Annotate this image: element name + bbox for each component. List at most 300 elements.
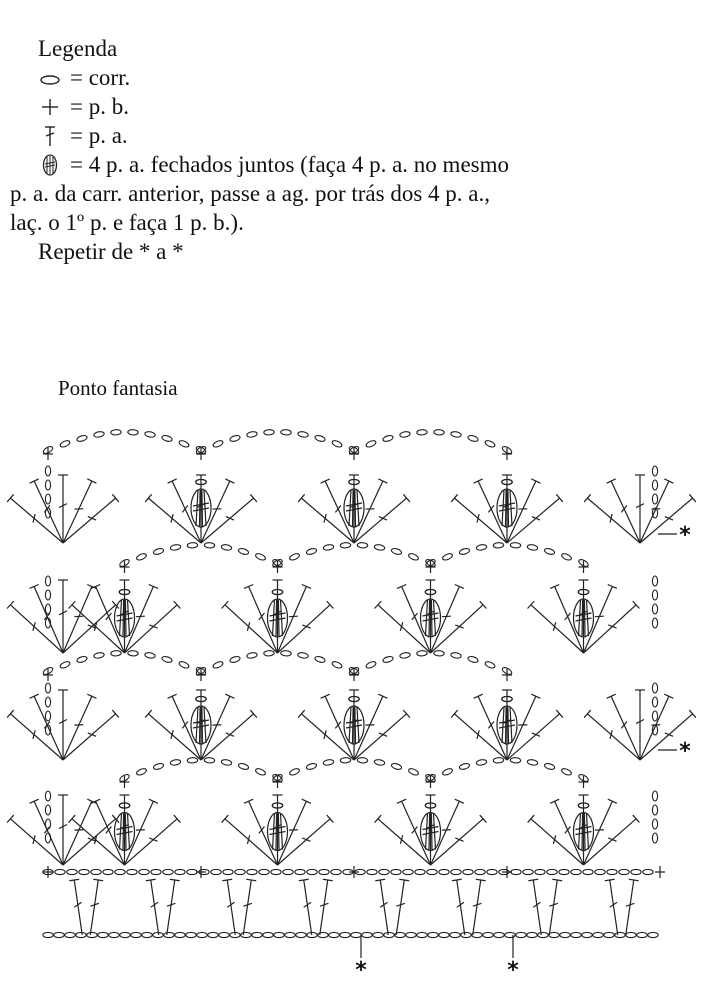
- chain-stitch: [128, 429, 139, 435]
- chain-stitch: [340, 757, 351, 763]
- chain-stitch: [652, 480, 657, 490]
- double-crochet: [605, 879, 618, 935]
- chain-stitch: [384, 932, 394, 937]
- chain-stitch: [151, 869, 161, 874]
- chain-stitch: [417, 932, 427, 937]
- chain-stitch: [274, 932, 284, 937]
- chain-stitch: [76, 655, 87, 663]
- chain-stitch: [494, 932, 504, 937]
- chain-stitch: [229, 434, 240, 442]
- chain-stitch: [187, 869, 197, 874]
- chain-stitch: [357, 542, 368, 548]
- chain-stitch: [442, 767, 454, 776]
- chain-stitch: [93, 431, 104, 438]
- chain-stitch: [652, 618, 657, 628]
- chain-stitch: [607, 869, 617, 874]
- chain-stitch: [314, 655, 325, 663]
- stitch-symbols: [7, 448, 696, 935]
- chain-stitch: [98, 932, 108, 937]
- chain-stitch: [161, 434, 172, 442]
- chain-stitch: [45, 791, 50, 801]
- chain-stitch: [259, 869, 269, 874]
- chain-stitch: [561, 552, 573, 561]
- chain-stitch: [476, 544, 487, 551]
- chain-stitch: [648, 932, 658, 937]
- chain-stitch: [67, 869, 77, 874]
- double-crochet: [320, 879, 333, 935]
- chain-stitch: [365, 660, 377, 669]
- double-crochet-icon: [38, 124, 62, 148]
- chain-stitch: [323, 544, 334, 551]
- double-crochet: [244, 585, 277, 653]
- chain-stitch: [281, 650, 292, 656]
- chain-stitch: [652, 604, 657, 614]
- chain-stitch: [652, 819, 657, 829]
- chain-stitch: [45, 711, 50, 721]
- chain-stitch: [652, 683, 657, 693]
- chain-stitch: [340, 542, 351, 548]
- double-crochet: [201, 479, 234, 543]
- chain-stitch: [357, 757, 368, 763]
- chain-stitch: [204, 542, 215, 548]
- double-crochet: [63, 799, 96, 865]
- chain-stitch: [120, 932, 130, 937]
- chain-stitch: [544, 547, 555, 555]
- chain-stitch: [450, 431, 461, 438]
- double-crochet: [375, 879, 388, 935]
- double-crochet: [584, 494, 640, 543]
- chain-stitch: [459, 547, 470, 555]
- double-crochet: [58, 795, 68, 865]
- chain-stitch: [128, 650, 139, 656]
- chain-stitch: [463, 869, 473, 874]
- chain-stitch: [391, 869, 401, 874]
- chain-stitch: [510, 757, 521, 763]
- double-crochet: [550, 799, 583, 865]
- double-crochet: [299, 879, 312, 935]
- double-crochet: [91, 799, 124, 865]
- chain-stitch: [219, 932, 229, 937]
- legend-item-single-crochet: [38, 92, 678, 121]
- chain-stitch: [417, 429, 428, 435]
- chain-stitch: [527, 759, 538, 766]
- chain-stitch: [289, 552, 301, 561]
- chain-stitch: [484, 439, 496, 448]
- chain-stitch: [442, 552, 454, 561]
- chain-stitch: [109, 932, 119, 937]
- double-crochet: [550, 585, 583, 653]
- chain-stitch: [283, 869, 293, 874]
- chain-stitch: [331, 869, 341, 874]
- chain-stitch: [571, 869, 581, 874]
- chain-stitch: [476, 759, 487, 766]
- chain-stitch: [197, 932, 207, 937]
- chain-stitch: [136, 552, 148, 561]
- chain-stitch: [516, 932, 526, 937]
- chain-stitch: [178, 660, 190, 669]
- chain-stitch: [374, 544, 385, 551]
- double-crochet: [584, 710, 640, 760]
- chain-stitch: [93, 652, 104, 659]
- chain-stitch: [319, 869, 329, 874]
- chain-stitch: [415, 869, 425, 874]
- chain-stitch: [391, 547, 402, 555]
- chain-stitch: [161, 655, 172, 663]
- double-crochet: [63, 479, 96, 543]
- chain-stitch: [484, 660, 496, 669]
- crochet-chart: [0, 410, 719, 1006]
- double-crochet: [7, 494, 63, 543]
- chain-stitch: [652, 711, 657, 721]
- double-crochet: [63, 494, 119, 543]
- chain-stitch: [139, 869, 149, 874]
- chain-stitch: [281, 429, 292, 435]
- chain-stitch: [527, 932, 537, 937]
- chain-stitch: [475, 869, 485, 874]
- chain-stitch: [379, 869, 389, 874]
- chain-stitch: [111, 650, 122, 656]
- chain-stitch: [76, 932, 86, 937]
- chain-stitch: [103, 869, 113, 874]
- chain-stitch: [285, 932, 295, 937]
- chain-stitch: [45, 480, 50, 490]
- repeat-markers: [355, 523, 691, 983]
- chain-stitch: [652, 576, 657, 586]
- chain-stitch: [297, 652, 308, 659]
- chain-stitch: [238, 547, 249, 555]
- chain-stitch: [186, 932, 196, 937]
- chain-stitch: [296, 932, 306, 937]
- double-crochet: [607, 694, 640, 760]
- chain-stitch: [306, 762, 317, 770]
- chain-stitch: [208, 932, 218, 937]
- chain-stitch: [399, 431, 410, 438]
- chain-stitch: [252, 932, 262, 937]
- chain-stitch: [582, 932, 592, 937]
- double-crochet: [244, 799, 277, 865]
- double-crochet: [635, 475, 645, 543]
- chain-stitch: [212, 660, 224, 669]
- chain-stitch: [59, 439, 71, 448]
- chain-stitch: [538, 932, 548, 937]
- chain-stitch: [264, 429, 275, 435]
- legend-item-chain: [38, 63, 678, 92]
- chain-stitch: [510, 542, 521, 548]
- chain-stitch: [329, 932, 339, 937]
- legend-item-double-crochet-text: = p. a.: [70, 123, 128, 148]
- chain-stitch: [652, 805, 657, 815]
- chain-stitch: [331, 660, 343, 669]
- chain-stitch: [511, 869, 521, 874]
- chain-stitch: [615, 932, 625, 937]
- chain-stitch: [583, 869, 593, 874]
- chain-stitch: [382, 434, 393, 442]
- chain-stitch: [229, 655, 240, 663]
- chain-stitch: [187, 542, 198, 548]
- chain-stitch: [391, 762, 402, 770]
- chain-stitch: [643, 869, 653, 874]
- chain-stitch: [45, 494, 50, 504]
- chain-stitch: [318, 932, 328, 937]
- repeat-marker: *: [679, 739, 691, 764]
- single-crochet: [196, 866, 206, 878]
- chain-stitch: [351, 932, 361, 937]
- chain-stitch: [439, 869, 449, 874]
- repeat-marker: *: [679, 523, 691, 548]
- chain-stitch: [652, 833, 657, 843]
- chain-stitch: [175, 869, 185, 874]
- chain-stitch: [428, 932, 438, 937]
- chain-stitch: [434, 429, 445, 435]
- chain-stitch: [241, 932, 251, 937]
- chain-stitch: [399, 652, 410, 659]
- chain-stitch: [115, 869, 125, 874]
- chain-stitch: [408, 767, 420, 776]
- chain-stitch: [451, 869, 461, 874]
- legend-title: Legenda: [38, 36, 118, 61]
- chain-stitch: [211, 869, 221, 874]
- chain-stitch: [65, 932, 75, 937]
- double-crochet: [549, 879, 562, 935]
- chain-oval-icon: [38, 66, 62, 90]
- chain-stitch: [434, 650, 445, 656]
- chain-stitch: [408, 552, 420, 561]
- chain-stitch: [142, 932, 152, 937]
- chain-stitch: [87, 932, 97, 937]
- double-crochet: [507, 479, 540, 543]
- chain-stitch: [631, 869, 641, 874]
- chain-stitch: [246, 652, 257, 659]
- chain-stitch: [76, 434, 87, 442]
- chain-stitch: [45, 805, 50, 815]
- chain-stitch: [571, 932, 581, 937]
- chain-stitch: [223, 869, 233, 874]
- chain-stitch: [164, 932, 174, 937]
- chain-stitch: [626, 932, 636, 937]
- chain-stitch: [439, 932, 449, 937]
- chain-stitch: [263, 932, 273, 937]
- chain-stitch: [340, 932, 350, 937]
- legend-item-cluster: [10, 150, 678, 237]
- single-crochet-plus-icon: [38, 95, 62, 119]
- chain-stitch: [221, 544, 232, 551]
- chain-stitch: [153, 762, 164, 770]
- chain-stitch: [45, 466, 50, 476]
- chain-stitch: [306, 547, 317, 555]
- chain-stitch: [246, 431, 257, 438]
- chain-stitch: [297, 431, 308, 438]
- chain-stitch: [637, 932, 647, 937]
- chain-stitch: [505, 932, 515, 937]
- double-crochet: [452, 879, 465, 935]
- chain-stitch: [170, 759, 181, 766]
- chain-stitch: [314, 434, 325, 442]
- double-crochet: [397, 585, 430, 653]
- single-crochet: [502, 866, 512, 878]
- chain-stitch: [59, 660, 71, 669]
- chain-stitch: [417, 650, 428, 656]
- chain-stitch: [45, 697, 50, 707]
- chain-stitch: [187, 757, 198, 763]
- double-crochet: [507, 694, 540, 760]
- chain-stitch: [652, 466, 657, 476]
- chain-stitch: [374, 759, 385, 766]
- chain-stitch: [91, 869, 101, 874]
- chain-stitch: [238, 762, 249, 770]
- chain-stitch: [535, 869, 545, 874]
- chain-stitch: [467, 655, 478, 663]
- chain-stitch: [483, 932, 493, 937]
- chain-stitch: [652, 791, 657, 801]
- double-crochet: [354, 694, 387, 760]
- chain-stitch: [593, 932, 603, 937]
- chain-stitch: [619, 869, 629, 874]
- chain-stitch: [403, 869, 413, 874]
- chain-stitch: [295, 869, 305, 874]
- double-crochet: [63, 694, 96, 760]
- double-crochet: [473, 879, 486, 935]
- repeat-marker: *: [507, 958, 519, 983]
- double-crochet: [63, 815, 119, 865]
- legend-cluster-line3: laç. o 1º p. e faça 1 p. b.).: [10, 210, 244, 235]
- chain-stitch: [163, 869, 173, 874]
- legend-cluster-line2: p. a. da carr. anterior, passe a ag. por trás dos 4 p. a.,: [10, 181, 490, 206]
- chain-stitch: [255, 767, 267, 776]
- chain-stitch: [255, 552, 267, 561]
- chain-stitch: [289, 767, 301, 776]
- chain-stitch: [493, 542, 504, 548]
- chain-stitch: [144, 431, 155, 438]
- double-crochet: [607, 479, 640, 543]
- double-crochet: [146, 879, 159, 935]
- double-crochet: [7, 601, 63, 653]
- double-crochet: [626, 879, 639, 935]
- double-crochet: [30, 799, 63, 865]
- single-crochet: [349, 866, 359, 878]
- double-crochet: [397, 799, 430, 865]
- double-crochet: [69, 879, 82, 935]
- chain-stitch: [549, 932, 559, 937]
- chain-stitch: [450, 652, 461, 659]
- chain-stitch: [560, 932, 570, 937]
- chain-stitch: [373, 932, 383, 937]
- chain-stitch: [461, 932, 471, 937]
- chain-stitch: [45, 576, 50, 586]
- chain-stitch: [523, 869, 533, 874]
- double-crochet: [635, 690, 645, 760]
- chain-stitch: [323, 759, 334, 766]
- chain-stitch: [367, 869, 377, 874]
- chain-stitch: [427, 869, 437, 874]
- legend-cluster-line1: = 4 p. a. fechados juntos (faça 4 p. a. no mesmo: [70, 152, 509, 177]
- chain-stitch: [235, 869, 245, 874]
- chain-stitch: [547, 869, 557, 874]
- chain-stitch: [136, 767, 148, 776]
- chain-stitch: [175, 932, 185, 937]
- chain-stitch: [331, 439, 343, 448]
- chain-stitch: [43, 932, 53, 937]
- chain-stitch: [54, 932, 64, 937]
- single-crochet: [655, 866, 665, 878]
- chain-stitch: [204, 757, 215, 763]
- chain-stitch: [271, 869, 281, 874]
- double-crochet: [7, 815, 63, 865]
- double-crochet: [243, 879, 256, 935]
- chain-stitch: [559, 869, 569, 874]
- chain-stitch: [131, 932, 141, 937]
- chain-stitch: [127, 869, 137, 874]
- chain-stitch: [493, 757, 504, 763]
- double-crochet: [63, 585, 96, 653]
- chain-stitch: [178, 439, 190, 448]
- chain-stitch: [595, 869, 605, 874]
- chain-stitch: [264, 650, 275, 656]
- chain-stitch: [652, 697, 657, 707]
- chain-stitch: [45, 604, 50, 614]
- double-crochet: [167, 879, 180, 935]
- chain-stitch: [221, 759, 232, 766]
- double-crochet: [201, 694, 234, 760]
- double-crochet: [222, 879, 235, 935]
- single-crochet: [43, 866, 53, 878]
- chain-stitch: [45, 590, 50, 600]
- chain-stitch: [307, 869, 317, 874]
- chain-stitch: [212, 439, 224, 448]
- legend-item-single-crochet-text: = p. b.: [70, 94, 129, 119]
- chain-stitch: [170, 544, 181, 551]
- chain-stitch: [604, 932, 614, 937]
- double-crochet: [90, 879, 103, 935]
- chain-stitch: [153, 547, 164, 555]
- chain-stitch: [45, 683, 50, 693]
- chain-stitch: [544, 762, 555, 770]
- double-crochet: [63, 601, 119, 653]
- chain-stitch: [111, 429, 122, 435]
- chain-stitch: [467, 434, 478, 442]
- chain-stitch: [382, 655, 393, 663]
- chain-stitch: [652, 494, 657, 504]
- chain-stitch: [362, 932, 372, 937]
- double-crochet: [58, 475, 68, 543]
- chain-stitch: [527, 544, 538, 551]
- double-crochet: [396, 879, 409, 935]
- chain-stitch: [365, 439, 377, 448]
- chain-stitch: [406, 932, 416, 937]
- chain-stitch: [652, 590, 657, 600]
- chain-stitch: [79, 869, 89, 874]
- double-crochet: [58, 580, 68, 653]
- repeat-marker: *: [355, 958, 367, 983]
- double-crochet: [58, 690, 68, 760]
- cluster-4dc-icon: [38, 153, 62, 177]
- chain-stitch: [55, 869, 65, 874]
- chart-title: Ponto fantasia: [58, 376, 178, 400]
- legend-item-double-crochet: [38, 121, 678, 150]
- chain-stitch: [487, 869, 497, 874]
- double-crochet: [7, 710, 63, 760]
- chain-stitch: [561, 767, 573, 776]
- legend-item-chain-text: = corr.: [70, 65, 131, 90]
- double-crochet: [91, 585, 124, 653]
- legend: [10, 34, 678, 266]
- chain-stitch: [459, 762, 470, 770]
- chain-stitch: [144, 652, 155, 659]
- double-crochet: [354, 479, 387, 543]
- double-crochet: [528, 879, 541, 935]
- chain-stitch: [450, 932, 460, 937]
- legend-repeat-note: Repetir de * a *: [38, 239, 184, 264]
- chain-stitch: [247, 869, 257, 874]
